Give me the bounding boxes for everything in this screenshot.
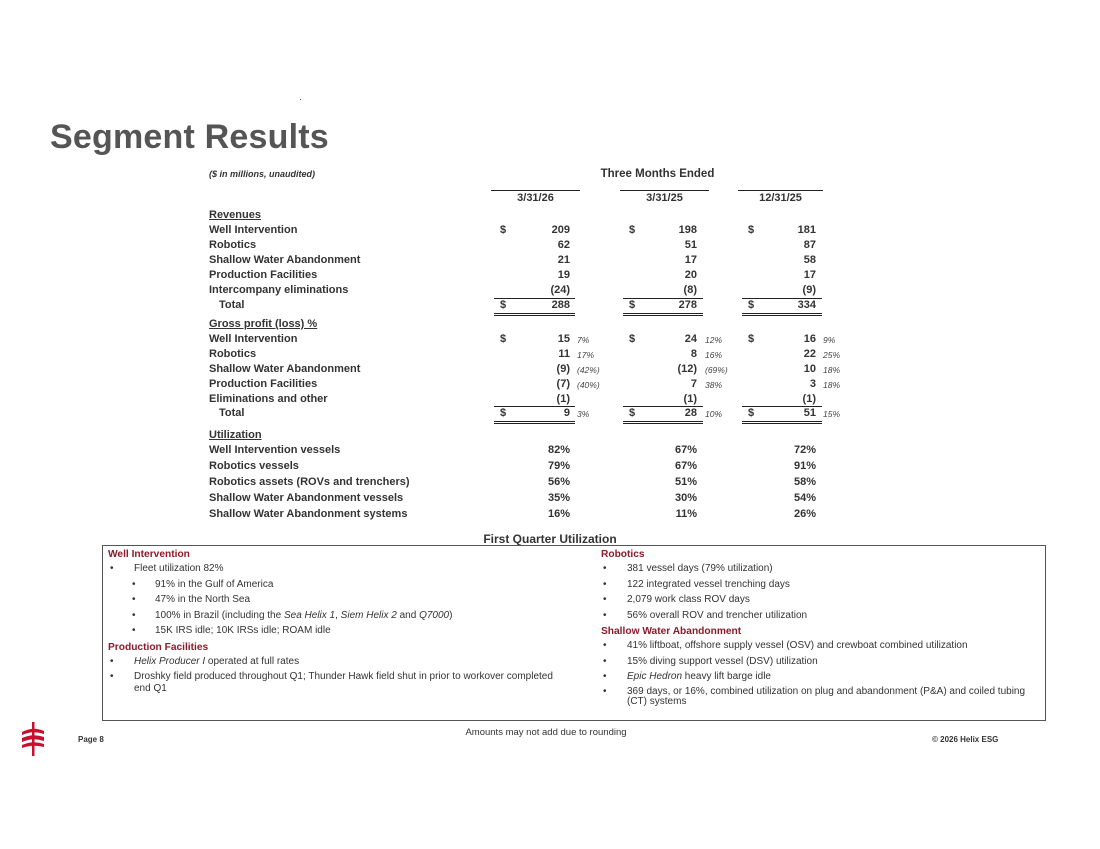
row-label: Shallow Water Abandonment vessels <box>209 492 404 504</box>
value-cell: 91% <box>793 460 816 472</box>
text-run: heavy lift barge idle <box>682 671 771 682</box>
currency-sign: $ <box>500 407 507 419</box>
list-item: • 15% diving support vessel (DSV) utilization <box>601 656 1041 668</box>
value-cell: 26% <box>793 508 816 520</box>
well-intervention-heading: Well Intervention <box>108 549 190 560</box>
double-rule <box>494 313 575 316</box>
value-cell: 17 <box>684 254 697 266</box>
value-cell: 11% <box>675 508 697 520</box>
value-cell: 87 <box>803 239 816 251</box>
currency-sign: $ <box>748 299 755 311</box>
rounding-footnote: Amounts may not add due to rounding <box>465 727 627 738</box>
list-item: • 15K IRS idle; 10K IRSs idle; ROAM idle <box>108 625 588 637</box>
row-label: Robotics <box>209 348 257 360</box>
list-item: • 122 integrated vessel trenching days <box>601 579 1041 591</box>
production-facilities-heading: Production Facilities <box>108 641 209 653</box>
list-item <box>108 656 588 668</box>
value-cell: 198 <box>678 224 697 236</box>
value-cell: 11 <box>558 348 570 360</box>
value-cell: 334 <box>797 299 816 311</box>
column-header-2: 3/31/25 <box>620 190 709 204</box>
vessel-name: Sea Helix 1 <box>283 609 336 621</box>
list-item <box>108 610 588 622</box>
margin-percent: 3% <box>577 409 590 419</box>
currency-sign: $ <box>629 224 636 236</box>
currency-sign: $ <box>748 224 755 236</box>
section-gross-profit: Gross profit (loss) % <box>209 318 318 330</box>
value-cell: (7) <box>556 378 570 390</box>
value-cell: (1) <box>683 393 697 405</box>
margin-percent: 12% <box>705 335 723 345</box>
section-utilization: Utilization <box>209 429 262 441</box>
right-column <box>601 548 1041 712</box>
total-label: Total <box>219 407 245 419</box>
double-rule <box>742 313 822 316</box>
currency-sign: $ <box>748 407 755 419</box>
first-quarter-title: First Quarter Utilization <box>483 532 617 546</box>
double-rule <box>494 421 575 424</box>
row-label: Intercompany eliminations <box>209 284 349 296</box>
value-cell: 8 <box>690 348 697 360</box>
column-header-3: 12/31/25 <box>738 190 823 204</box>
text-run: and <box>396 609 420 621</box>
list-item: • 56% overall ROV and trencher utilization <box>601 610 1041 622</box>
page-title: Segment Results <box>50 118 329 156</box>
value-cell: 30% <box>674 492 697 504</box>
row-label: Well Intervention <box>209 224 298 236</box>
shallow-water-heading: Shallow Water Abandonment <box>601 626 742 637</box>
text-run: 100% in Brazil (including the <box>155 609 284 621</box>
margin-percent: 18% <box>823 365 841 375</box>
margin-percent: 9% <box>823 335 836 345</box>
value-cell: 3 <box>809 378 816 390</box>
period-header: Three Months Ended <box>600 168 715 180</box>
value-cell: 209 <box>551 224 570 236</box>
value-cell: (9) <box>802 284 816 296</box>
margin-percent: 17% <box>577 350 595 360</box>
value-cell: 10 <box>803 363 816 375</box>
currency-sign: $ <box>500 224 507 236</box>
row-label: Shallow Water Abandonment <box>209 363 361 375</box>
row-label: Robotics vessels <box>209 460 299 472</box>
margin-percent: 15% <box>823 409 841 419</box>
list-item: • Droshky field produced throughout Q1; Thunder Hawk field shut in prior to workover completed end Q1 <box>108 671 554 694</box>
list-item: • Fleet utilization 82% <box>108 563 588 575</box>
value-cell: (1) <box>556 393 570 405</box>
total-label: Total <box>219 299 245 311</box>
list-item: • 381 vessel days (79% utilization) <box>601 563 1041 575</box>
value-cell: 21 <box>557 254 570 266</box>
section-revenues: Revenues <box>209 209 261 221</box>
column-header-1: 3/31/26 <box>491 190 580 204</box>
list-item: • 41% liftboat, offshore supply vessel (OSV) and crewboat combined utilization <box>601 640 1041 652</box>
row-label: Well Intervention vessels <box>209 444 341 456</box>
value-cell: 17 <box>803 269 816 281</box>
value-cell: 62 <box>557 239 570 251</box>
currency-sign: $ <box>500 333 507 345</box>
stray-dot <box>300 99 301 100</box>
list-item: • 47% in the North Sea <box>108 594 588 606</box>
value-cell: 54% <box>793 492 816 504</box>
row-label: Robotics assets (ROVs and trenchers) <box>209 476 410 488</box>
vessel-name: Siem Helix 2 <box>340 609 397 621</box>
list-item: • 2,079 work class ROV days <box>601 594 1041 606</box>
text-run: operated at full rates <box>205 655 300 667</box>
row-label: Production Facilities <box>209 378 318 390</box>
text-run: , <box>335 609 341 621</box>
margin-percent: 7% <box>577 335 590 345</box>
row-label: Robotics <box>209 239 257 251</box>
value-cell: 58 <box>803 254 816 266</box>
currency-sign: $ <box>629 333 636 345</box>
first-quarter-box <box>102 545 1046 721</box>
value-cell: 72% <box>793 444 816 456</box>
vessel-name: Q7000 <box>419 609 450 621</box>
margin-percent: 16% <box>705 350 723 360</box>
vessel-name: Epic Hedron <box>627 671 683 682</box>
robotics-heading: Robotics <box>601 549 645 560</box>
row-label: Well Intervention <box>209 333 298 345</box>
currency-sign: $ <box>748 333 755 345</box>
value-cell: 288 <box>551 299 570 311</box>
units-note: ($ in millions, unaudited) <box>209 169 316 179</box>
list-item: • 369 days, or 16%, combined utilization on plug and abandonment (P&A) and coiled tubing (CT) systems <box>601 687 1041 708</box>
value-cell: 67% <box>674 460 697 472</box>
value-cell: 20 <box>684 269 697 281</box>
value-cell: 58% <box>793 476 816 488</box>
value-cell: 24 <box>684 333 697 345</box>
value-cell: (1) <box>802 393 816 405</box>
value-cell: (24) <box>550 284 570 296</box>
margin-percent: 25% <box>823 350 841 360</box>
value-cell: 51 <box>684 239 697 251</box>
vessel-name: Helix Producer I <box>134 655 206 667</box>
value-cell: 16 <box>803 333 816 345</box>
margin-percent: 10% <box>705 409 723 419</box>
row-label: Shallow Water Abandonment systems <box>209 508 408 520</box>
page-number: Page 8 <box>78 735 104 744</box>
row-label: Eliminations and other <box>209 393 328 405</box>
value-cell: 7 <box>690 378 697 390</box>
value-cell: 51 <box>803 407 816 419</box>
value-cell: 35% <box>547 492 570 504</box>
text-run: ) <box>449 609 453 621</box>
value-cell: (12) <box>677 363 697 375</box>
list-item <box>601 671 1041 683</box>
value-cell: 79% <box>547 460 570 472</box>
value-cell: 181 <box>797 224 816 236</box>
value-cell: 278 <box>678 299 697 311</box>
row-label: Shallow Water Abandonment <box>209 254 361 266</box>
left-column <box>108 548 588 698</box>
margin-percent: 38% <box>705 380 723 390</box>
value-cell: (9) <box>556 363 570 375</box>
value-cell: 22 <box>803 348 816 360</box>
double-rule <box>623 313 703 316</box>
margin-percent: (69%) <box>705 365 728 375</box>
value-cell: 67% <box>674 444 697 456</box>
double-rule <box>742 421 822 424</box>
double-rule <box>623 421 703 424</box>
margin-percent: (40%) <box>577 380 600 390</box>
margin-percent: (42%) <box>577 365 600 375</box>
copyright: © 2026 Helix ESG <box>932 735 999 744</box>
value-cell: 51% <box>674 476 697 488</box>
value-cell: (8) <box>683 284 697 296</box>
currency-sign: $ <box>629 407 636 419</box>
currency-sign: $ <box>500 299 507 311</box>
value-cell: 56% <box>547 476 570 488</box>
row-label: Production Facilities <box>209 269 318 281</box>
margin-percent: 18% <box>823 380 841 390</box>
value-cell: 19 <box>557 269 570 281</box>
value-cell: 15 <box>557 333 570 345</box>
value-cell: 82% <box>547 444 570 456</box>
list-item: • 91% in the Gulf of America <box>108 579 588 591</box>
value-cell: 28 <box>684 407 697 419</box>
value-cell: 9 <box>563 407 570 419</box>
currency-sign: $ <box>629 299 636 311</box>
value-cell: 16% <box>547 508 570 520</box>
